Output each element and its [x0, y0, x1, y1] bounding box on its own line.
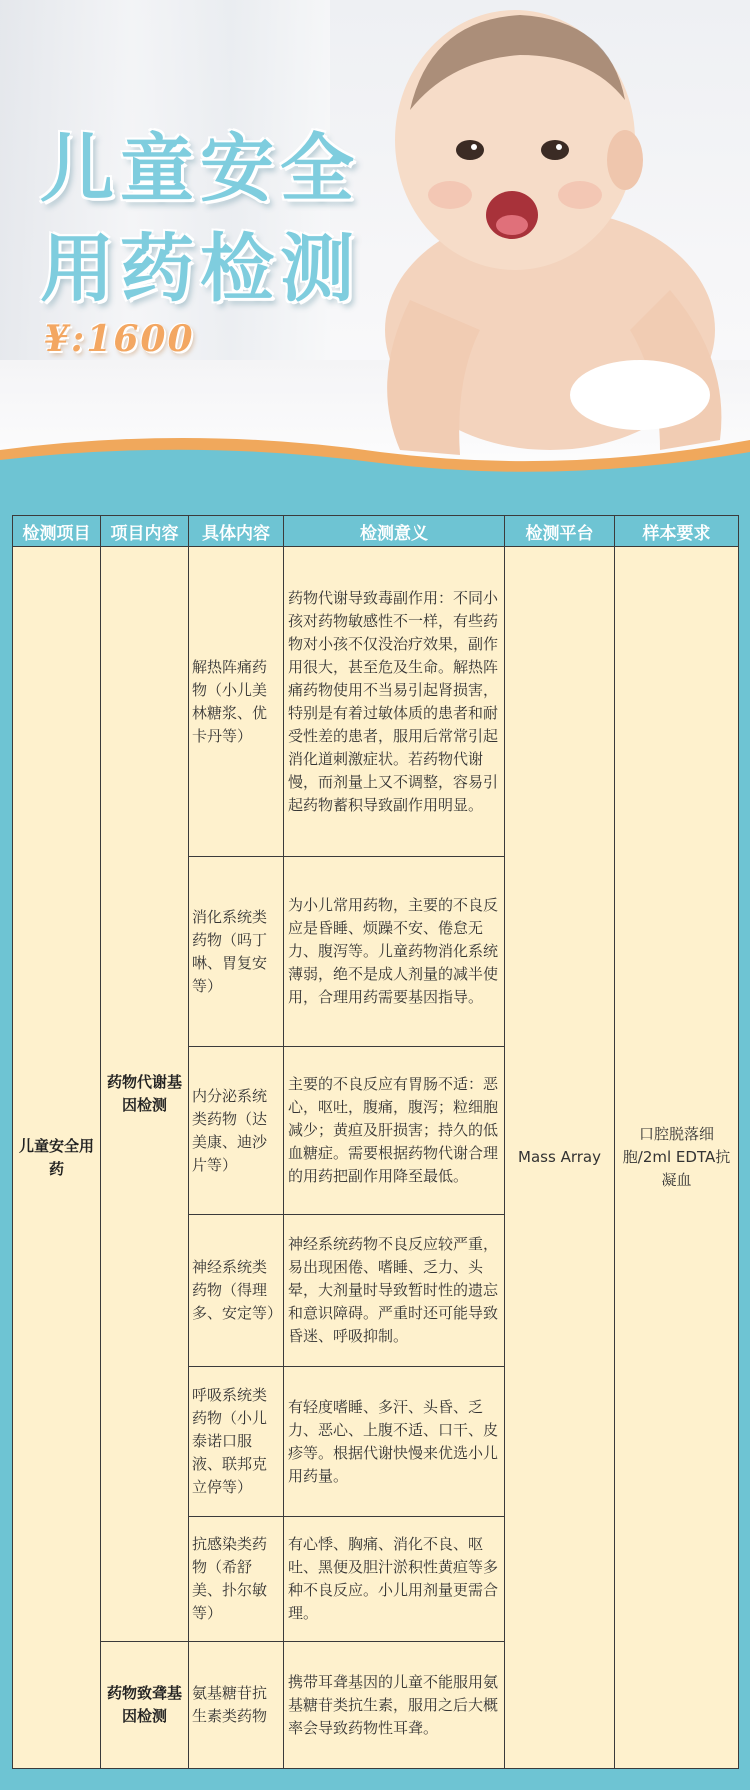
banner-title-line1: 儿童安全: [40, 126, 360, 212]
banner-wave-divider: [0, 430, 750, 485]
drug-cell: 呼吸系统类药物（小儿泰诺口服液、联邦克立停等）: [189, 1367, 284, 1517]
platform-cell: Mass Array: [505, 547, 615, 1769]
meaning-cell: 携带耳聋基因的儿童不能服用氨基糖苷类抗生素，服用之后大概率会导致药物性耳聋。: [284, 1642, 505, 1769]
group-content-cell: 药物代谢基因检测: [101, 547, 189, 1642]
hero-banner: [0, 0, 750, 485]
test-table: [12, 515, 739, 1769]
price-label: ¥:1600: [44, 318, 195, 360]
meaning-cell: 有轻度嗜睡、多汗、头昏、乏力、恶心、上腹不适、口干、皮疹等。根据代谢快慢来优选小儿用药量。: [284, 1367, 505, 1517]
project-cell: 儿童安全用药: [13, 547, 101, 1769]
drug-cell: 神经系统类药物（得理多、安定等）: [189, 1215, 284, 1367]
meaning-cell: 主要的不良反应有胃肠不适：恶心，呕吐，腹痛，腹泻；粒细胞减少；黄疸及肝损害；持久的低血糖症。需要根据药物代谢合理的用药把副作用降至最低。: [284, 1047, 505, 1215]
drug-cell: 解热阵痛药物（小儿美林糖浆、优卡丹等）: [189, 547, 284, 857]
header-significance: 检测意义: [284, 516, 505, 547]
meaning-cell: 药物代谢导致毒副作用：不同小孩对药物敏感性不一样，有些药物对小孩不仅没治疗效果，副作用很大，甚至危及生命。解热阵痛药物使用不当易引起肾损害，特别是有着过敏体质的患者和耐受性差的患者，服用后常常引起消化道刺激症状。若药物代谢慢，而剂量上又不调整，容易引起药物蓄积导致副作用明显。: [284, 547, 505, 857]
header-platform: 检测平台: [505, 516, 615, 547]
drug-cell: 氨基糖苷抗生素类药物: [189, 1642, 284, 1769]
sample-cell: 口腔脱落细胞/2ml EDTA抗凝血: [615, 547, 739, 1769]
drug-cell: 抗感染类药物（希舒美、扑尔敏等）: [189, 1517, 284, 1642]
banner-title-line2: 用药检测: [40, 226, 360, 312]
header-sample: 样本要求: [615, 516, 739, 547]
meaning-cell: 有心悸、胸痛、消化不良、呕吐、黑便及胆汁淤积性黄疸等多种不良反应。小儿用剂量更需合理。: [284, 1517, 505, 1642]
header-specific-content: 具体内容: [189, 516, 284, 547]
drug-cell: 消化系统类药物（吗丁啉、胃复安等）: [189, 857, 284, 1047]
meaning-cell: 为小儿常用药物，主要的不良反应是昏睡、烦躁不安、倦怠无力、腹泻等。儿童药物消化系统薄弱，绝不是成人剂量的减半使用，合理用药需要基因指导。: [284, 857, 505, 1047]
drug-cell: 内分泌系统类药物（达美康、迪沙片等）: [189, 1047, 284, 1215]
header-project-content: 项目内容: [101, 516, 189, 547]
header-test-item: 检测项目: [13, 516, 101, 547]
table-row: [13, 547, 739, 857]
baby-photo: [340, 0, 750, 470]
test-table-wrapper: [12, 515, 738, 1769]
table-header-row: [13, 516, 739, 547]
group-content-cell: 药物致聋基因检测: [101, 1642, 189, 1769]
meaning-cell: 神经系统药物不良反应较严重，易出现困倦、嗜睡、乏力、头晕，大剂量时导致暂时性的遗忘和意识障碍。严重时还可能导致昏迷、呼吸抑制。: [284, 1215, 505, 1367]
